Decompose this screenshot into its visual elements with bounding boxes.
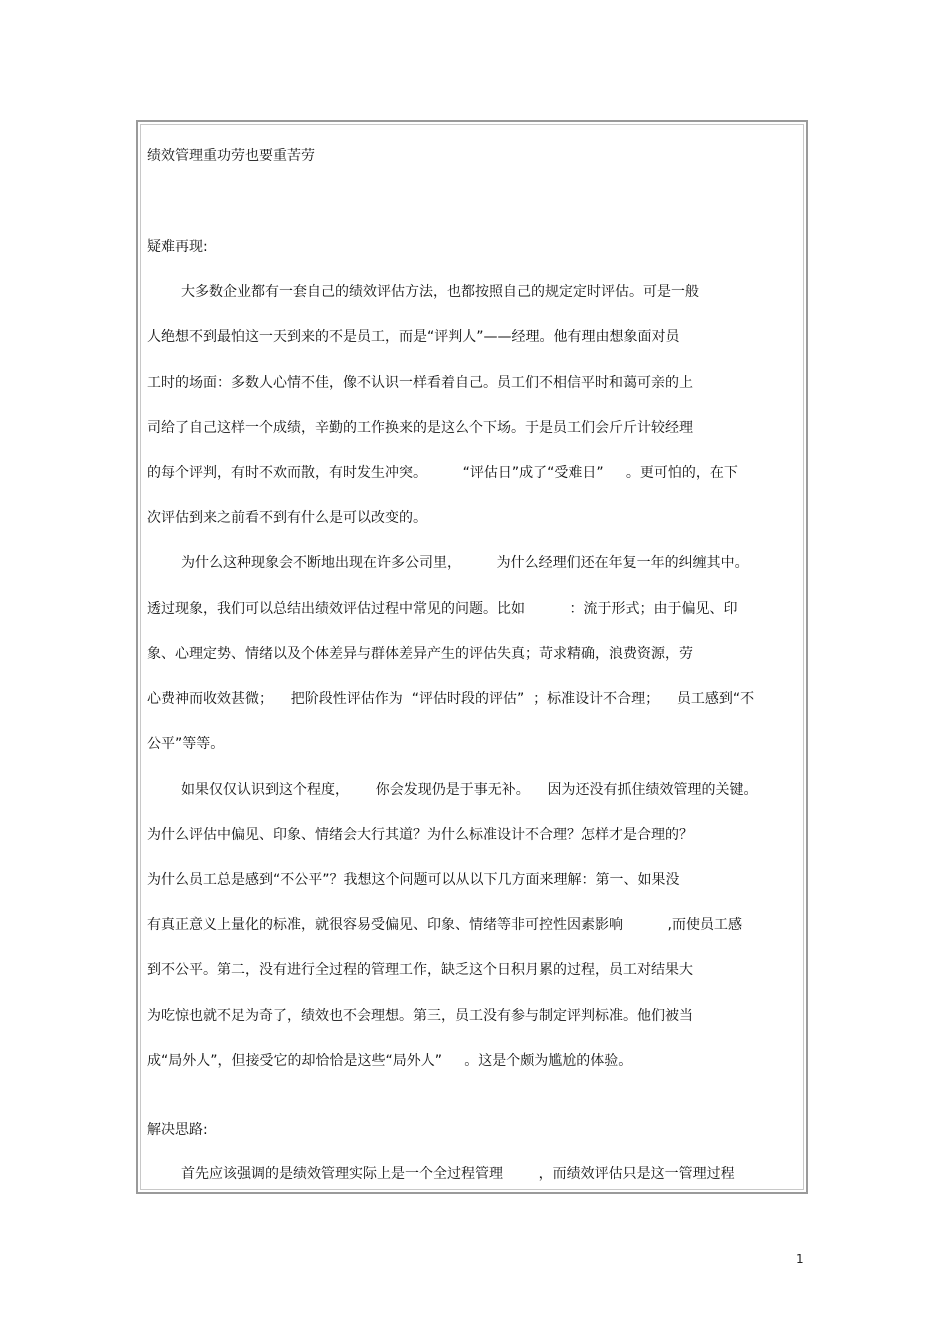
paragraph-line: 到不公平。第二，没有进行全过程的管理工作，缺乏这个日积月累的过程，员工对结果大 — [147, 962, 693, 978]
paragraph-line: 首先应该强调的是绩效管理实际上是一个全过程管理 ，而绩效评估只是这一管理过程 — [181, 1166, 735, 1182]
paragraph-line: 透过现象，我们可以总结出绩效评估过程中常见的问题。比如 ：流于形式；由于偏见、印 — [147, 601, 738, 617]
paragraph-line: 象、心理定势、情绪以及个体差异与群体差异产生的评估失真；苛求精确，浪费资源，劳 — [147, 646, 693, 662]
document-title: 绩效管理重功劳也要重苦劳 — [147, 148, 315, 164]
page-number: 1 — [796, 1252, 804, 1266]
paragraph-line: 为什么这种现象会不断地出现在许多公司里， 为什么经理们还在年复一年的纠缠其中。 — [181, 555, 749, 571]
paragraph-line: 大多数企业都有一套自己的绩效评估方法，也都按照自己的规定定时评估。可是一般 — [181, 284, 699, 300]
paragraph-line: 司给了自己这样一个成绩，辛勤的工作换来的是这么个下场。于是员工们会斤斤计较经理 — [147, 420, 693, 436]
paragraph-line: 的每个评判，有时不欢而散，有时发生冲突。 “评估日”成了“受难日” 。更可怕的，在下 — [147, 465, 738, 481]
paragraph-line: 如果仅仅认识到这个程度， 你会发现仍是于事无补。 因为还没有抓住绩效管理的关键。 — [181, 782, 758, 798]
paragraph-line: 工时的场面：多数人心情不佳，像不认识一样看着自己。员工们不相信平时和蔼可亲的上 — [147, 375, 693, 391]
paragraph-line: 有真正意义上量化的标准，就很容易受偏见、印象、情绪等非可控性因素影响 ,而使员工感 — [147, 917, 742, 933]
paragraph-line: 成“局外人”，但接受它的却恰恰是这些“局外人” 。这是个颇为尴尬的体验。 — [147, 1053, 633, 1069]
section-heading-solution: 解决思路: — [147, 1122, 208, 1138]
paragraph-line: 为吃惊也就不足为奇了，绩效也不会理想。第三，员工没有参与制定评判标准。他们被当 — [147, 1008, 693, 1024]
paragraph-line: 公平”等等。 — [147, 736, 225, 752]
paragraph-line: 为什么评估中偏见、印象、情绪会大行其道？为什么标准设计不合理？怎样才是合理的？ — [147, 827, 693, 843]
paragraph-line: 次评估到来之前看不到有什么是可以改变的。 — [147, 510, 427, 526]
paragraph-line: 为什么员工总是感到“不公平”？我想这个问题可以从以下几方面来理解：第一、如果没 — [147, 872, 680, 888]
paragraph-line: 人绝想不到最怕这一天到来的不是员工，而是“评判人”——经理。他有理由想象面对员 — [147, 329, 680, 345]
section-heading-problem: 疑难再现: — [147, 239, 208, 255]
paragraph-line: 心费神而收效甚微； 把阶段性评估作为 “评估时段的评估” ；标准设计不合理； 员工感到“不 — [147, 691, 755, 707]
